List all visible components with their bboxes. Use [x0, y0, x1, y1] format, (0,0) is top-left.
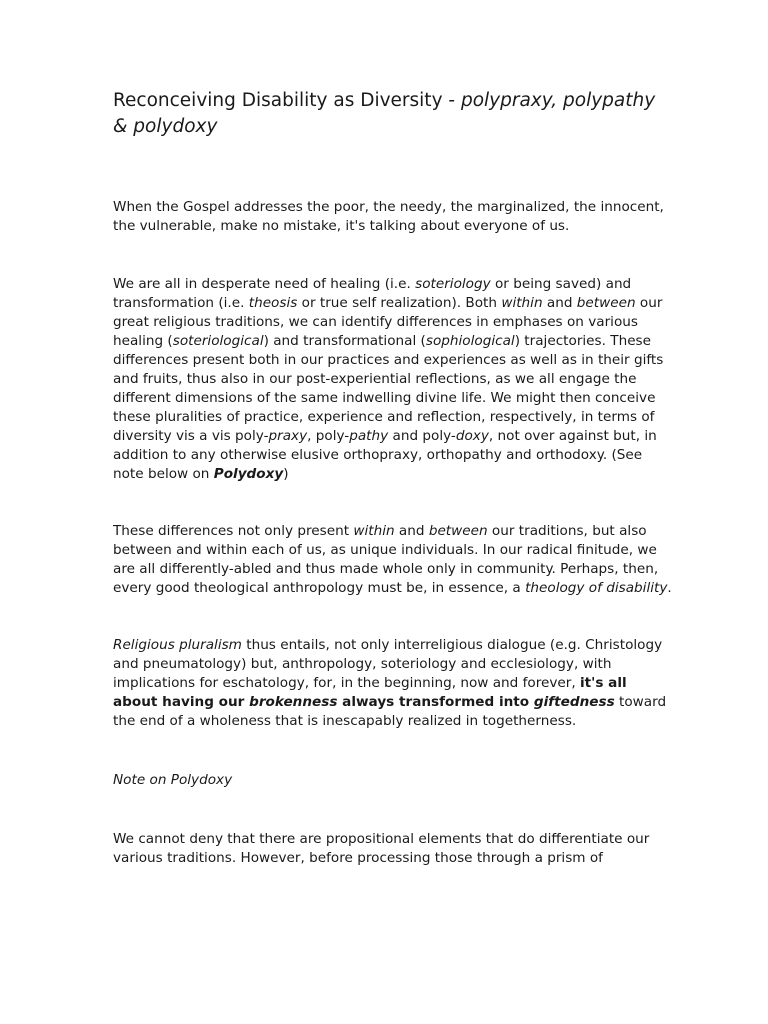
text-run: always transformed into — [337, 694, 534, 710]
note-heading-text: Note on Polydoxy — [113, 772, 233, 788]
title-plain: Reconceiving Disability as Diversity - — [113, 90, 461, 111]
italic-term: giftedness — [533, 694, 615, 710]
italic-term: brokenness — [249, 694, 338, 710]
italic-term: Religious pluralism — [113, 637, 242, 653]
paragraph-gospel — [113, 198, 673, 236]
paragraph-differences — [113, 522, 673, 598]
italic-term: theosis — [248, 295, 298, 311]
text-run: , poly- — [307, 428, 350, 444]
text-run: These differences not only present — [113, 523, 354, 539]
italic-term: theology of disability — [525, 580, 668, 596]
text-run: and — [542, 295, 577, 311]
paragraph-text: We cannot deny that there are propositional elements that do differentiate our various traditions. However, before processing those through a prism of — [113, 831, 650, 866]
paragraph-pluralism — [113, 636, 673, 731]
text-run: ) — [283, 466, 289, 482]
text-run: or true self realization). Both — [297, 295, 502, 311]
document-title — [113, 88, 673, 140]
title-italic: polypraxy, polypathy & polydoxy — [113, 90, 656, 137]
text-run: ) trajectories. These differences present both in our practices and experiences as well as in their gifts and fruits, thus also in our post-experiential reflections, as we all engage the different dimensions of the same indwelling divine life. We might then conceive these pluralities of practice, experience and reflection, respectively, in terms of diversity vis a vis poly- — [113, 333, 664, 444]
italic-term: within — [501, 295, 543, 311]
paragraph-text: When the Gospel addresses the poor, the needy, the marginalized, the innocent, the vulnerable, make no mistake, it's talking about everyone of us. — [113, 199, 664, 234]
text-run: our traditions, but also between and within each of us, as unique individuals. In our radical finitude, we are all differently-abled and thus made whole only in community. Perhaps, then, every good theological anthropology must be, in essence, a — [113, 523, 659, 596]
paragraph-propositional — [113, 830, 673, 868]
text-run: thus entails, not only interreligious dialogue (e.g. Christology and pneumatology) but, anthropology, soteriology and ecclesiology, with implications for eschatology, for, in the beginning, now and forever, — [113, 637, 663, 691]
note-heading — [113, 771, 673, 790]
text-run: and poly- — [388, 428, 456, 444]
italic-term: soteriological — [172, 333, 264, 349]
text-run: toward the end of a wholeness that is inescapably realized in togetherness. — [113, 694, 667, 729]
text-run: our great religious traditions, we can identify differences in emphases on various healing ( — [113, 295, 663, 349]
italic-term: pathy — [349, 428, 389, 444]
italic-term: Polydoxy — [213, 466, 284, 482]
paragraph-healing — [113, 275, 673, 484]
document-page — [113, 88, 673, 868]
text-run: We are all in desperate need of healing (i.e. — [113, 276, 416, 292]
text-run: , not over against but, in addition to any otherwise elusive orthopraxy, orthopathy and orthodoxy. (See note below on — [113, 428, 657, 482]
text-run: and — [394, 523, 429, 539]
italic-term: between — [576, 295, 636, 311]
italic-term: soteriology — [415, 276, 491, 292]
italic-term: within — [353, 523, 395, 539]
bold-italic-term — [214, 466, 284, 482]
text-run: or being saved) and transformation (i.e. — [113, 276, 632, 311]
text-run: ) and transformational ( — [263, 333, 426, 349]
italic-term: sophiological — [425, 333, 515, 349]
italic-term: praxy — [268, 428, 308, 444]
text-run: . — [667, 580, 672, 596]
italic-term: between — [428, 523, 488, 539]
italic-term: doxy — [455, 428, 489, 444]
text-run: it's all about having our — [113, 675, 627, 710]
